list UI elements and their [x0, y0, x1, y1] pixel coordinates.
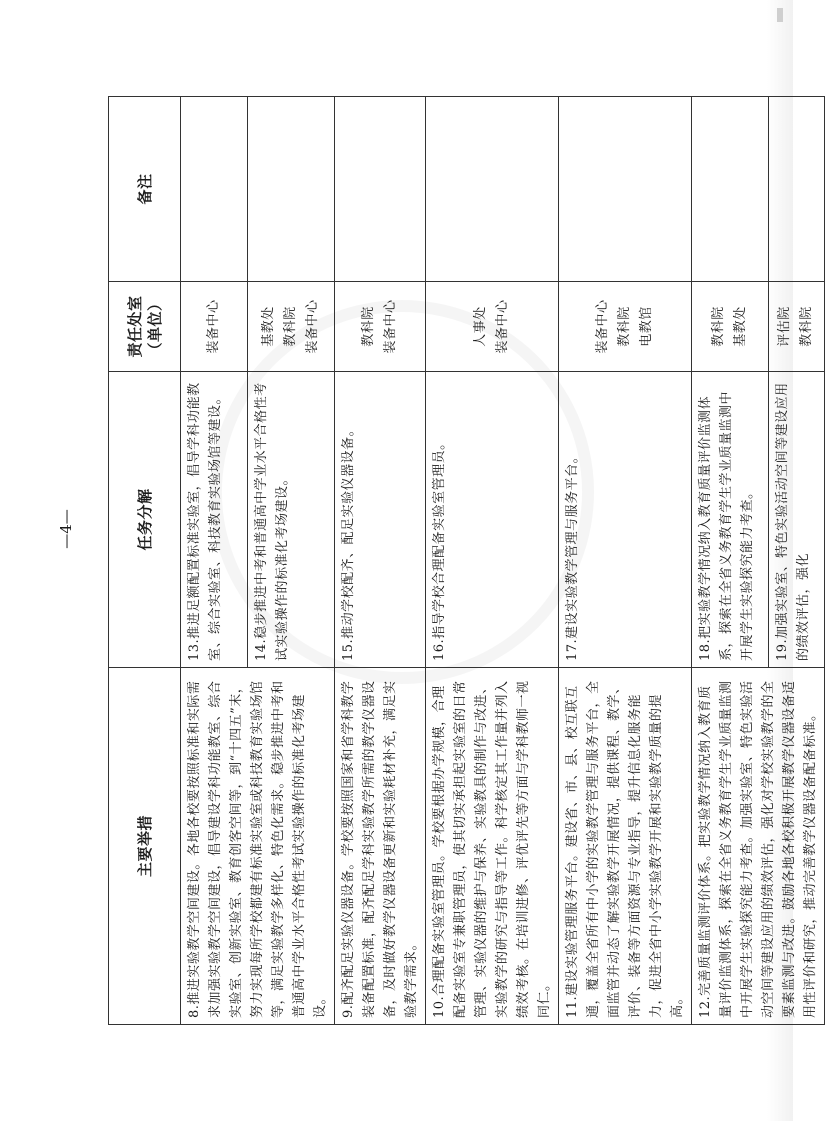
dept-name: 装备中心 — [383, 299, 398, 354]
task-cell: 16.指导学校合理配备实验室管理员。 — [426, 372, 559, 668]
measure-cell: 11.建设实验管理服务平台。建设省、市、县、校互联互通，覆盖全省所有中小学的实验教学管理与服务平台，全面监管并动态了解实验教学开展情况，提供课程、教学、评价、装备等方面资源与专业指导，提升信息化服务能力，促进全省中小学实验教学开展和实验教学质量的提高。 — [559, 668, 692, 1025]
header-main-measures: 主要举措 — [109, 668, 181, 1025]
dept-name: 装备中心 — [495, 299, 510, 354]
dept-name: 教科院 — [617, 306, 632, 347]
note-cell — [426, 97, 559, 282]
table-row — [426, 97, 559, 1025]
task-cell: 18.把实验教学情况纳入教育质量评价监测体系，探索在全省义务教育学生学业质量监测中开展学生实验探究能力考查。 — [692, 372, 769, 668]
header-responsible-dept: 责任处室（单位） — [109, 282, 181, 372]
header-task-breakdown: 任务分解 — [109, 372, 181, 668]
table-row — [335, 97, 426, 1025]
edge-mark — [777, 8, 783, 22]
measure-cell: 10.合理配备实验室管理员。学校要根据办学规模，合理配备实验室专兼职管理员，使其切实承担起实验室的日常管理、实验仪器的维护与保养、实验教具的制作与改进、实验教学的研究与指导等工作。科学核定其工作量并列入绩效考核。在培训进修、评优评先等方面与学科教师一视同仁。 — [426, 668, 559, 1025]
dept-cell — [692, 282, 769, 372]
task-cell: 15.推动学校配齐、配足实验仪器设备。 — [335, 372, 426, 668]
dept-name: 装备中心 — [305, 299, 321, 354]
dept-name: 装备中心 — [595, 299, 610, 354]
dept-cell — [181, 282, 248, 372]
dept-name: 基教处 — [732, 306, 748, 347]
dept-cell — [335, 282, 426, 372]
dept-name: 基教处 — [261, 306, 277, 347]
header-row — [109, 97, 181, 1025]
task-cell: 14.稳步推进中考和普通高中学业水平合格性考试实验操作的标准化考场建设。 — [248, 372, 335, 668]
task-cell: 13.推进足额配置标准实验室，倡导学科功能教室、综合实验室、科技教育实验场馆等建设。 — [181, 372, 248, 668]
header-notes: 备注 — [109, 97, 181, 282]
dept-name: 教科院 — [799, 306, 815, 347]
task-cell: 19.加强实验室、特色实验活动空间等建设应用的绩效评估，强化 — [768, 372, 824, 668]
task-cell: 17.建设实验教学管理与服务平台。 — [559, 372, 692, 668]
table-row — [181, 97, 248, 1025]
dept-name: 人事处 — [473, 306, 488, 347]
dept-cell — [426, 282, 559, 372]
dept-name: 教科院 — [361, 306, 376, 347]
note-cell — [335, 97, 426, 282]
dept-cell — [248, 282, 335, 372]
dept-name: 教科院 — [283, 306, 299, 347]
table-row — [559, 97, 692, 1025]
measure-cell: 9.配齐配足实验仪器设备。学校要按照国家和省学科教学装备配置标准，配齐配足学科实验教学所需的教学仪器设备，及时做好教学仪器设备更新和实验耗材补充，满足实验教学需求。 — [335, 668, 426, 1025]
dept-name: 教科院 — [710, 306, 726, 347]
dept-name: 装备中心 — [206, 299, 222, 354]
dept-name: 评估院 — [777, 306, 793, 347]
task-table — [108, 96, 825, 1025]
note-cell — [768, 97, 824, 282]
measure-cell: 12.完善质量监测评价体系。把实验教学情况纳入教育质量评价监测体系，探索在全省义务教育学生学业质量监测中开展学生实验探究能力考查。加强实验室、特色实验活动空间等建设应用的绩效评估，强化对学校实验教学的全要素监测与改进。鼓励各地各校积极开展教学仪器设备适用性评价和研究，推动完善教学仪器设备配备标准。 — [692, 668, 825, 1025]
measure-cell: 8.推进实验教学空间建设。各地各校要按照标准和实际需求加强实验教学空间建设，倡导建设学科功能教室、综合实验室、创新实验室、教育创客空间等，到“十四五”末，努力实现每所学校都建有标准实验室或科技教育实验场馆等，满足实验教学多样化、特色化需求。稳步推进中考和普通高中学业水平合格性考试实验操作的标准化考场建设。 — [181, 668, 335, 1025]
document-table-rotated — [108, 97, 818, 1025]
note-cell — [692, 97, 769, 282]
note-cell — [181, 97, 248, 282]
page-number: —4— — [56, 509, 75, 549]
dept-name: 电教馆 — [639, 306, 654, 347]
table-row — [692, 97, 769, 1025]
note-cell — [248, 97, 335, 282]
note-cell — [559, 97, 692, 282]
dept-cell — [768, 282, 824, 372]
dept-cell — [559, 282, 692, 372]
